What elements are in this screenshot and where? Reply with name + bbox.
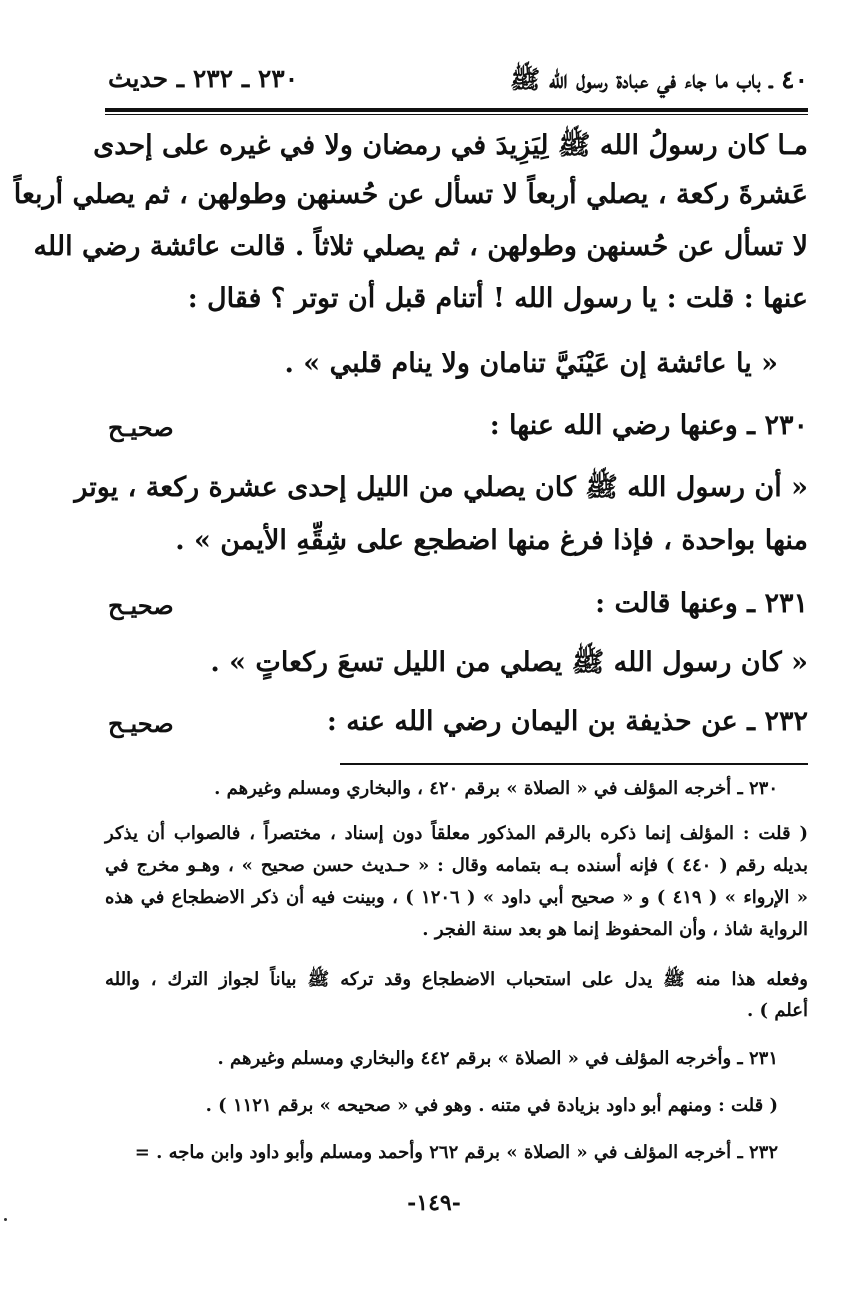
text-line: عَشرةَ ركعة ، يصلي أربعاً لا تسأل عن حُسنهن وطولهن ، ثم يصلي أربعاً	[13, 179, 808, 210]
footnote-separator	[340, 763, 808, 765]
footnote: ٢٣٢ ـ أخرجه المؤلف في « الصلاة » برقم ٢٦٢ وأحمد ومسلم وأبو داود وابن ماجه . =	[134, 1142, 778, 1163]
hadith-quote: « كان رسول الله ﷺ يصلي من الليل تسعَ ركعاتٍ » .	[210, 647, 808, 678]
footnote-line: أعلم ) .	[747, 1000, 808, 1021]
footnotes	[105, 778, 808, 1178]
hadith-heading: ٢٣١ ـ وعنها قالت :	[595, 588, 808, 619]
footnote: ٢٣٠ ـ أخرجه المؤلف في « الصلاة » برقم ٤٢٠ ، والبخاري ومسلم وغيرهم .	[214, 778, 778, 799]
hadith-heading: ٢٣٠ ـ وعنها رضي الله عنها :	[489, 410, 808, 441]
text-line: لا تسأل عن حُسنهن وطولهن ، ثم يصلي ثلاثاً . قالت عائشة رضي الله	[33, 231, 808, 262]
footnote: ٢٣١ ـ وأخرجه المؤلف في « الصلاة » برقم ٤٤٢ والبخاري ومسلم وغيرهم .	[217, 1048, 778, 1069]
footnote-line: بديله رقم ( ٤٤٠ ) فإنه أسنده بـه بتمامه وقال : « حـديث حسن صحيح » ، وهـو مخرج في	[105, 855, 808, 876]
hadith-heading: ٢٣٢ ـ عن حذيفة بن اليمان رضي الله عنه :	[326, 706, 808, 737]
footnote-line: « الإرواء » ( ٤١٩ ) و « صحيح أبي داود » ( ١٢٠٦ ) ، وبينت فيه أن ذكر الاضطجاع في هذه	[105, 887, 809, 908]
chapter-title: ٤٠ ـ باب ما جاء في عبادة رسول الله ﷺ	[509, 65, 808, 94]
hadith-grade: صحيـح	[108, 591, 174, 620]
hadith-grade: صحيـح	[108, 413, 174, 442]
header-rule-thin	[105, 114, 808, 115]
paragraph	[13, 128, 808, 328]
text-line: مـا كان رسولُ الله ﷺ لِيَزِيدَ في رمضان ولا في غيره على إحدى	[93, 130, 808, 161]
hadith-grade: صحيـح	[108, 709, 174, 738]
footnote-line: ( قلت : المؤلف إنما ذكره بالرقم المذكور معلقاً دون إسناد ، مختصراً ، فالصواب أن يذكر	[105, 823, 808, 844]
scan-speck	[4, 1218, 7, 1221]
text-line: « أن رسول الله ﷺ كان يصلي من الليل إحدى عشرة ركعة ، يوتر	[74, 472, 808, 503]
footnote-note: ( قلت : ومنهم أبو داود بزيادة في متنه . وهو في « صحيحه » برقم ١١٢١ ) .	[205, 1095, 778, 1116]
hadith-quote	[74, 470, 808, 570]
text-line: عنها : قلت : يا رسول الله ! أتنام قبل أن توتر ؟ فقال :	[187, 283, 808, 314]
hadith-quote: « يا عائشة إن عَيْنَيَّ تنامان ولا ينام قلبي » .	[284, 348, 778, 379]
text-line: منها بواحدة ، فإذا فرغ منها اضطجع على شِقِّهِ الأيمن » .	[175, 525, 808, 556]
hadith-range: ٢٣٠ ـ ٢٣٢ ـ حديث	[108, 64, 299, 93]
footnote-line: وفعله هذا منه ﷺ يدل على استحباب الاضطجاع وقد تركه ﷺ بياناً لجواز الترك ، والله	[105, 969, 808, 990]
page-number: -١٤٩-	[407, 1190, 461, 1216]
footnote-line: الرواية شاذ ، وأن المحفوظ إنما هو بعد سنة الفجر .	[422, 919, 808, 940]
header-rule	[105, 108, 808, 112]
